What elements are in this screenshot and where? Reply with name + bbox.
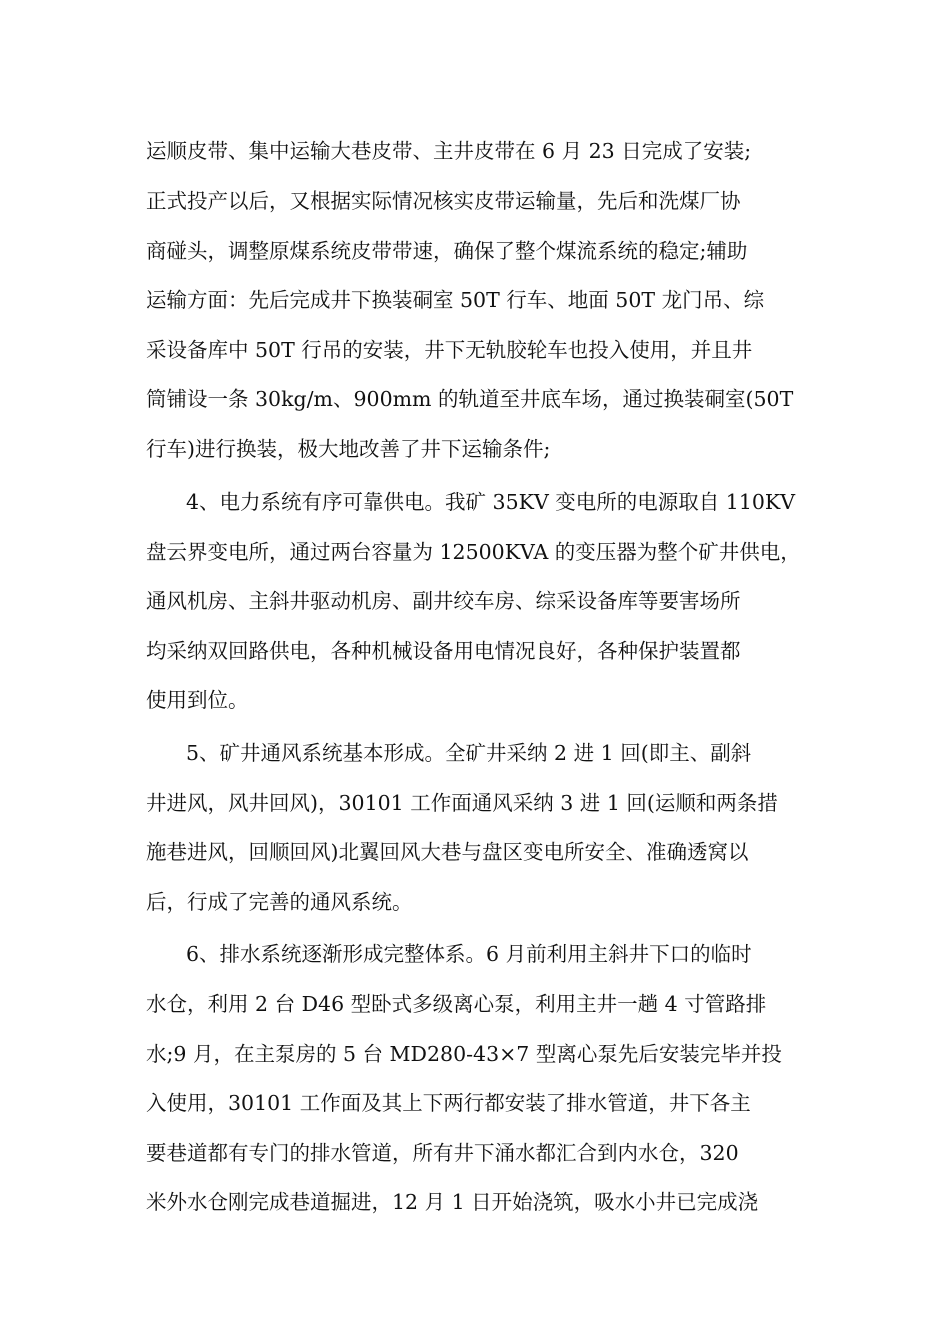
- text-line-10: 通风机房、主斜井驱动机房、副井绞车房、综采设备库等要害场所: [146, 589, 741, 613]
- text-line-1: 运顺皮带、集中运输大巷皮带、主井皮带在 6 月 23 日完成了安装;: [146, 139, 752, 163]
- text-line-22: 米外水仓刚完成巷道掘进，12 月 1 日开始浇筑，吸水小井已完成浇: [146, 1190, 759, 1214]
- text-line-15: 施巷进风，回顺回风)北翼回风大巷与盘区变电所安全、准确透窝以: [146, 840, 749, 864]
- text-line-6: 筒铺设一条 30kg/m、900mm 的轨道至井底车场，通过换装硐室(50T: [146, 387, 794, 411]
- text-line-3: 商碰头，调整原煤系统皮带带速，确保了整个煤流系统的稳定;辅助: [146, 239, 748, 263]
- text-line-17: 6、排水系统逐渐形成完整体系。6 月前利用主斜井下口的临时: [186, 942, 752, 966]
- text-line-21: 要巷道都有专门的排水管道，所有井下涌水都汇合到内水仓，320: [146, 1141, 739, 1165]
- text-line-16: 后，行成了完善的通风系统。: [146, 890, 413, 914]
- text-line-8: 4、电力系统有序可靠供电。我矿 35KV 变电所的电源取自 110KV: [186, 490, 796, 514]
- text-line-11: 均采纳双回路供电，各种机械设备用电情况良好，各种保护装置都: [146, 639, 741, 663]
- text-line-19: 水;9 月，在主泵房的 5 台 MD280-43×7 型离心泵先后安装完毕并投: [146, 1042, 782, 1066]
- text-line-9: 盘云界变电所，通过两台容量为 12500KVA 的变压器为整个矿井供电，: [146, 540, 801, 564]
- text-line-2: 正式投产以后，又根据实际情况核实皮带运输量，先后和洗煤厂协: [146, 189, 741, 213]
- text-line-20: 入使用，30101 工作面及其上下两行都安装了排水管道，井下各主: [146, 1091, 751, 1115]
- text-line-12: 使用到位。: [146, 688, 249, 712]
- text-line-4: 运输方面：先后完成井下换装硐室 50T 行车、地面 50T 龙门吊、综: [146, 288, 765, 312]
- text-line-5: 采设备库中 50T 行吊的安装，井下无轨胶轮车也投入使用，并且井: [146, 338, 753, 362]
- text-line-18: 水仓，利用 2 台 D46 型卧式多级离心泵，利用主井一趟 4 寸管路排: [146, 992, 767, 1016]
- text-line-13: 5、矿井通风系统基本形成。全矿井采纳 2 进 1 回(即主、副斜: [186, 741, 752, 765]
- text-line-7: 行车)进行换装，极大地改善了井下运输条件;: [146, 437, 551, 461]
- text-line-14: 井进风，风井回风)，30101 工作面通风采纳 3 进 1 回(运顺和两条措: [146, 791, 778, 815]
